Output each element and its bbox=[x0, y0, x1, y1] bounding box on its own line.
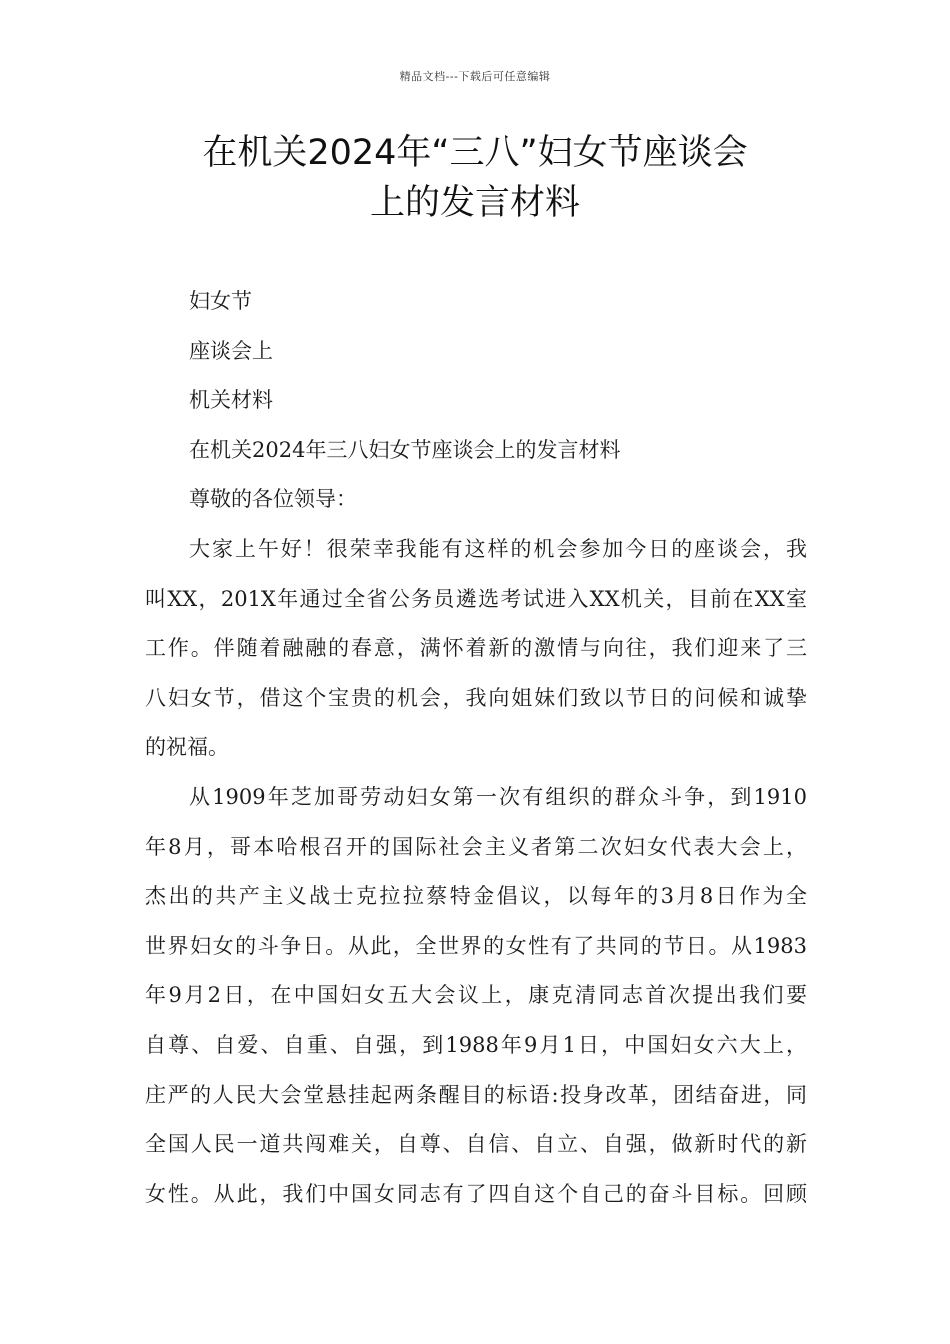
paragraph-2 bbox=[145, 773, 807, 1219]
title-line-1: 在机关2024年“三八”妇女节座谈会 bbox=[202, 133, 748, 173]
paragraph-line: 叫XX，201X年通过全省公务员遴选考试进入XX机关，目前在XX室 bbox=[145, 586, 807, 611]
salutation: 尊敬的各位领导： bbox=[189, 487, 357, 512]
document-body bbox=[145, 277, 807, 1219]
paragraph-line: 工作。伴随着融融的春意，满怀着新的激情与向往，我们迎来了三 bbox=[145, 636, 807, 661]
keyword-line: 妇女节 bbox=[189, 289, 252, 313]
paragraph-line: 世界妇女的斗争日。从此，全世界的女性有了共同的节日。从1983 bbox=[145, 933, 807, 958]
subtitle-line: 在机关2024年三八妇女节座谈会上的发言材料 bbox=[189, 437, 621, 462]
paragraph-line: 庄严的人民大会堂悬挂起两条醒目的标语:投身改革，团结奋进，同 bbox=[145, 1082, 807, 1107]
keyword-line: 机关材料 bbox=[189, 388, 273, 413]
title-line-2: 上的发言材料 bbox=[369, 183, 580, 223]
paragraph-line: 大家上午好！很荣幸我能有这样的机会参加今日的座谈会，我 bbox=[189, 536, 807, 561]
header-note: 精品文档---下载后可任意编辑 bbox=[399, 70, 551, 83]
keyword-line: 座谈会上 bbox=[189, 338, 273, 363]
paragraph-line: 全国人民一道共闯难关，自尊、自信、自立、自强，做新时代的新 bbox=[145, 1132, 807, 1157]
paragraph-line: 女性。从此，我们中国女同志有了四自这个自己的奋斗目标。回顾 bbox=[145, 1181, 807, 1206]
paragraph-line: 从1909年芝加哥劳动妇女第一次有组织的群众斗争，到1910 bbox=[189, 784, 807, 809]
paragraph-line: 的祝福。 bbox=[145, 735, 229, 760]
document-title bbox=[120, 128, 830, 228]
paragraph-1 bbox=[145, 525, 807, 773]
paragraph-line: 年9月2日，在中国妇女五大会议上，康克清同志首次提出我们要 bbox=[145, 983, 807, 1008]
paragraph-line: 自尊、自爱、自重、自强，到1988年9月1日，中国妇女六大上， bbox=[145, 1032, 807, 1057]
paragraph-line: 年8月，哥本哈根召开的国际社会主义者第二次妇女代表大会上， bbox=[145, 834, 807, 859]
paragraph-line: 八妇女节，借这个宝贵的机会，我向姐妹们致以节日的问候和诚挚 bbox=[145, 685, 807, 710]
paragraph-line: 杰出的共产主义战士克拉拉蔡特金倡议，以每年的3月8日作为全 bbox=[145, 884, 807, 909]
